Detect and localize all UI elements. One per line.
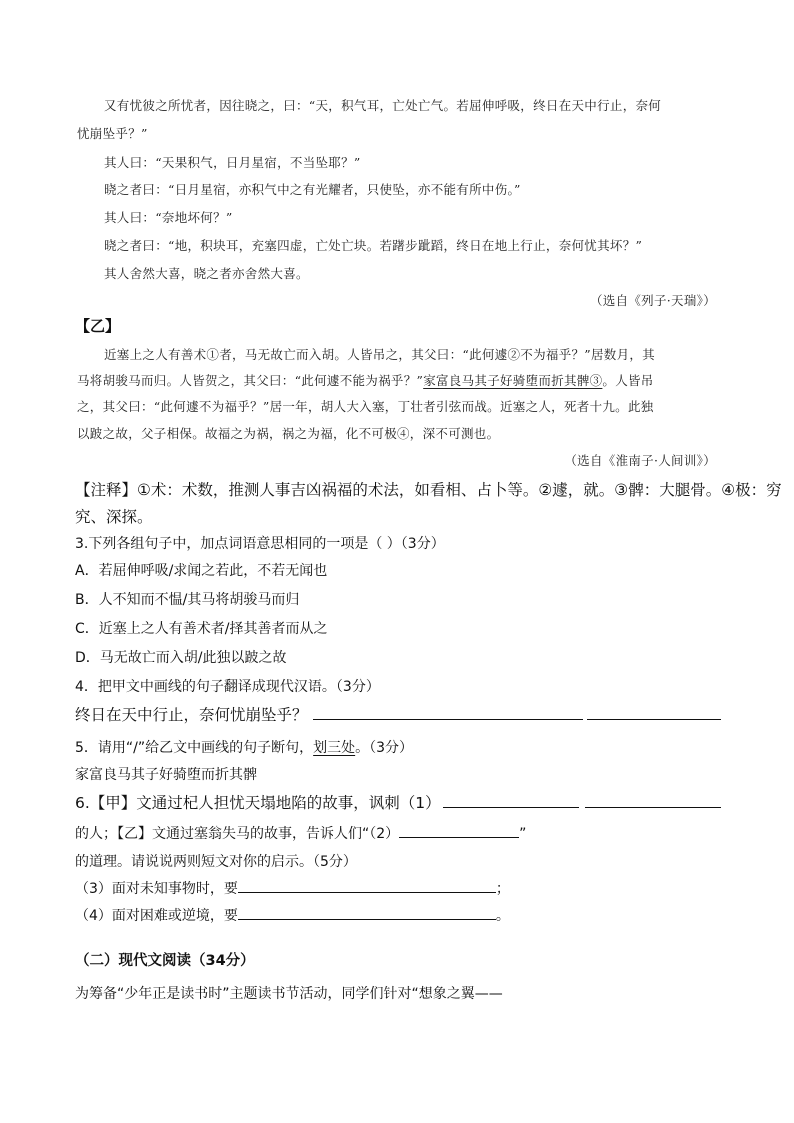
jia-paragraph-6: 其人舍然大喜，晓之者亦舍然大喜。 [104, 266, 309, 281]
q6-line-5-end: 。 [495, 908, 510, 924]
q3-option-d: D．马无故亡而入胡/此独以跛之故 [75, 650, 287, 666]
jia-paragraph-3: 晓之者曰：“日月星宿，亦积气中之有光耀者，只使坠，亦不能有所中伤。” [104, 182, 521, 197]
yi-line-4: 以跛之故，父子相保。故福之为祸，祸之为福，化不可极④，深不可测也。 [77, 426, 500, 441]
yi-source: （选自《淮南子·人间训》） [564, 453, 716, 468]
yi-underlined-sentence: 家富良马其子好骑堕而折其髀③ [423, 373, 603, 388]
q6-line-4 [75, 878, 510, 898]
q6-blank-4[interactable] [238, 905, 496, 920]
q4-answer-line-1[interactable] [313, 719, 583, 720]
q6-line-2-quote: ” [519, 826, 527, 842]
q5-stem-score: 。（3分） [355, 740, 414, 756]
q4-stem: 4．把甲文中画线的句子翻译成现代汉语。（3分） [75, 679, 380, 695]
section-2-intro: 为筹备“少年正是读书时”主题读书节活动，同学们针对“想象之翼—— [75, 986, 503, 1002]
q6-line-3: 的道理。请说说两则短文对你的启示。（5分） [75, 854, 357, 870]
q6-blank-3[interactable] [238, 878, 496, 893]
q3-stem: 3.下列各组句子中，加点词语意思相同的一项是（ ）（3分） [75, 536, 445, 552]
q6-line-4-end: ； [495, 881, 510, 897]
jia-paragraph-5: 晓之者曰：“地，积块耳，充塞四虚，亡处亡块。若躇步跐蹈，终日在地上行止，奈何忧其坏？” [104, 238, 643, 253]
q5-stem [75, 737, 413, 757]
q6-line-2-text: 的人；【乙】文通过塞翁失马的故事，告诉人们“（2） [75, 826, 400, 842]
yi-line-1: 近塞上之人有善术①者，马无故亡而入胡。人皆吊之，其父曰：“此何遽②不为福乎？”居数月，其 [104, 347, 655, 362]
q6-blank-2[interactable] [399, 823, 519, 838]
q4-answer-line-2[interactable] [587, 719, 721, 720]
q6-line-5-text: （4）面对困难或逆境，要 [75, 908, 238, 924]
notes-line-2: 究、深探。 [75, 508, 153, 526]
q4-sentence: 终日在天中行止，奈何忧崩坠乎？ [75, 706, 308, 724]
q6-line-5 [75, 905, 510, 925]
yi-line-3: 之，其父曰：“此何遽不为福乎？”居一年，胡人大入塞，丁壮者引弦而战。近塞之人，死者十九。此独 [77, 399, 654, 414]
q5-stem-underlined: 划三处 [313, 740, 356, 756]
yi-line-2 [77, 371, 654, 389]
notes-line-1: 【注释】①术：术数，推测人事吉凶祸福的术法，如看相、占卜等。②遽，就。③髀：大腿骨。④极：穷 [75, 481, 782, 499]
section-2-title: （二）现代文阅读（34分） [75, 953, 255, 969]
q6-line-1: 6.【甲】文通过杞人担忧天塌地陷的故事，讽刺（1） [75, 794, 441, 812]
yi-line-2-text: 马将胡骏马而归。人皆贺之，其父曰：“此何遽不能为祸乎？” [77, 373, 424, 388]
jia-source: （选自《列子·天瑞》） [589, 293, 716, 308]
q6-blank-1a[interactable] [443, 807, 579, 808]
q6-blank-1b[interactable] [585, 807, 721, 808]
q3-option-a: A．若屈伸呼吸/求闻之若此，不若无闻也 [75, 563, 328, 579]
yi-line-2-tail: 。人皆吊 [602, 373, 654, 388]
jia-paragraph-2: 其人曰：“天果积气，日月星宿，不当坠耶？” [104, 155, 361, 170]
q6-line-4-text: （3）面对未知事物时，要 [75, 881, 238, 897]
q3-option-b: B．人不知而不愠/其马将胡骏马而归 [75, 592, 300, 608]
q6-line-2 [75, 823, 526, 843]
jia-paragraph-4: 其人曰：“奈地坏何？” [104, 210, 233, 225]
q5-sentence: 家富良马其子好骑堕而折其髀 [75, 767, 257, 783]
q5-stem-text: 5．请用“/”给乙文中画线的句子断句， [75, 740, 314, 756]
q3-option-c: C．近塞上之人有善术者/择其善者而从之 [75, 621, 328, 637]
jia-paragraph-1-line-1: 又有忧彼之所忧者，因往晓之，曰：“天，积气耳，亡处亡气。若屈伸呼吸，终日在天中行止，奈何 [104, 98, 662, 113]
jia-paragraph-1-line-2: 忧崩坠乎？” [77, 126, 148, 141]
yi-heading: 【乙】 [75, 317, 121, 335]
